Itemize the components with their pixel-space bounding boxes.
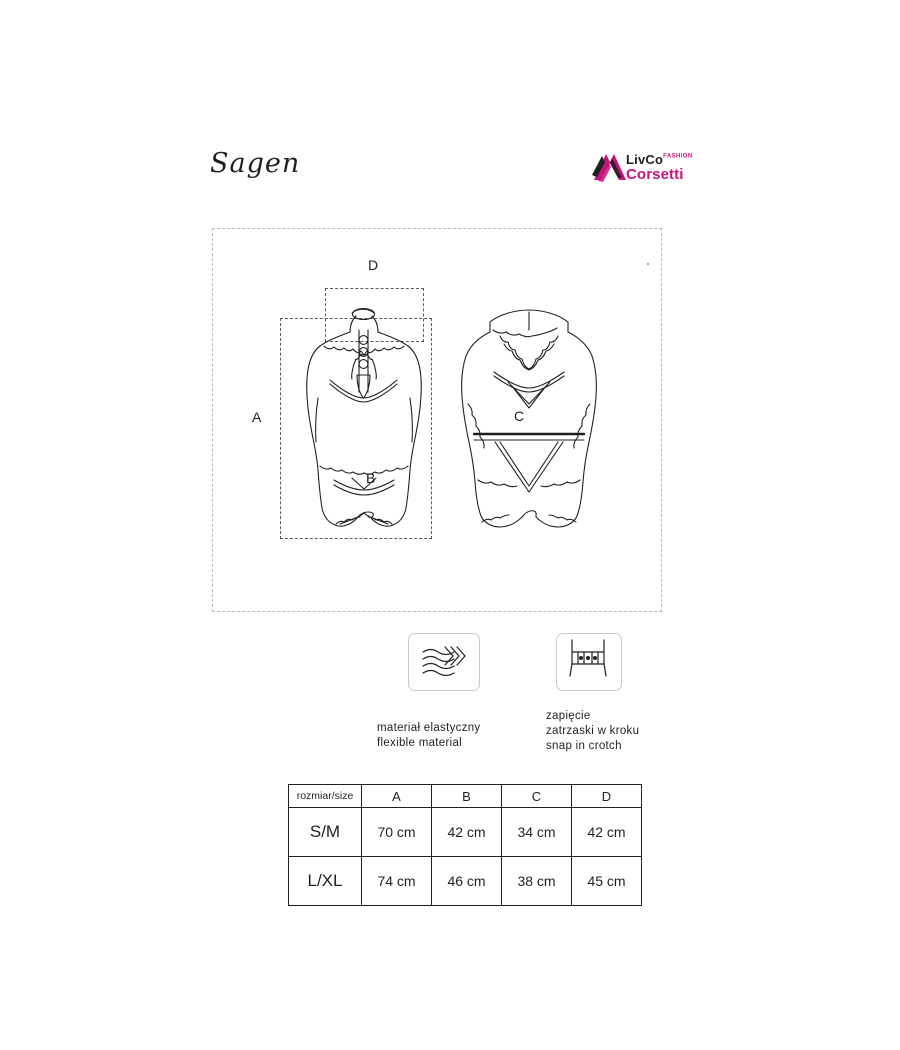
bodysuit-front-view: [307, 309, 422, 527]
snap-crotch-icon-box: [556, 633, 622, 691]
row-value-d: 45 cm: [572, 857, 642, 906]
row-value-b: 46 cm: [432, 857, 502, 906]
brand-name-primary: LivCo: [626, 152, 664, 167]
header-size-label: rozmiar/size: [289, 785, 362, 808]
table-row: [289, 808, 642, 857]
row-value-b: 42 cm: [432, 808, 502, 857]
elastic-caption-line2: flexible material: [377, 737, 462, 749]
table-header-row: [289, 785, 642, 808]
header-dim-a: A: [362, 785, 432, 808]
dimension-label-d: D: [368, 257, 379, 273]
elastic-caption-line1: materiał elastyczny: [377, 722, 481, 734]
elastic-material-icon-box: [408, 633, 480, 691]
header-dim-b: B: [432, 785, 502, 808]
table-row: [289, 857, 642, 906]
brand-superscript: FASHION: [663, 153, 693, 160]
elastic-material-caption: [377, 721, 537, 751]
row-value-d: 42 cm: [572, 808, 642, 857]
row-value-c: 38 cm: [502, 857, 572, 906]
row-value-c: 34 cm: [502, 808, 572, 857]
row-value-a: 70 cm: [362, 808, 432, 857]
size-table-body: [289, 808, 642, 906]
dimension-label-c: C: [514, 408, 525, 424]
product-title: Sagen: [210, 148, 301, 179]
header-dim-c: C: [502, 785, 572, 808]
dimension-label-b: B: [366, 470, 376, 486]
row-size-name: S/M: [289, 808, 362, 857]
brand-name-secondary: Corsetti: [626, 165, 684, 183]
size-table-head: [289, 785, 642, 808]
dimension-label-a: A: [252, 409, 262, 425]
bodysuit-back-view: [462, 310, 597, 527]
header-dim-d: D: [572, 785, 642, 808]
size-table: [288, 784, 642, 906]
snap-caption-line2: zatrzaski w kroku: [546, 725, 640, 737]
snap-crotch-caption: [546, 709, 726, 754]
snap-crotch-icon: [557, 634, 619, 688]
row-value-a: 74 cm: [362, 857, 432, 906]
snap-caption-line3: snap in crotch: [546, 740, 622, 752]
row-size-name: L/XL: [289, 857, 362, 906]
snap-caption-line1: zapięcie: [546, 710, 591, 722]
elastic-material-icon: [409, 634, 477, 688]
